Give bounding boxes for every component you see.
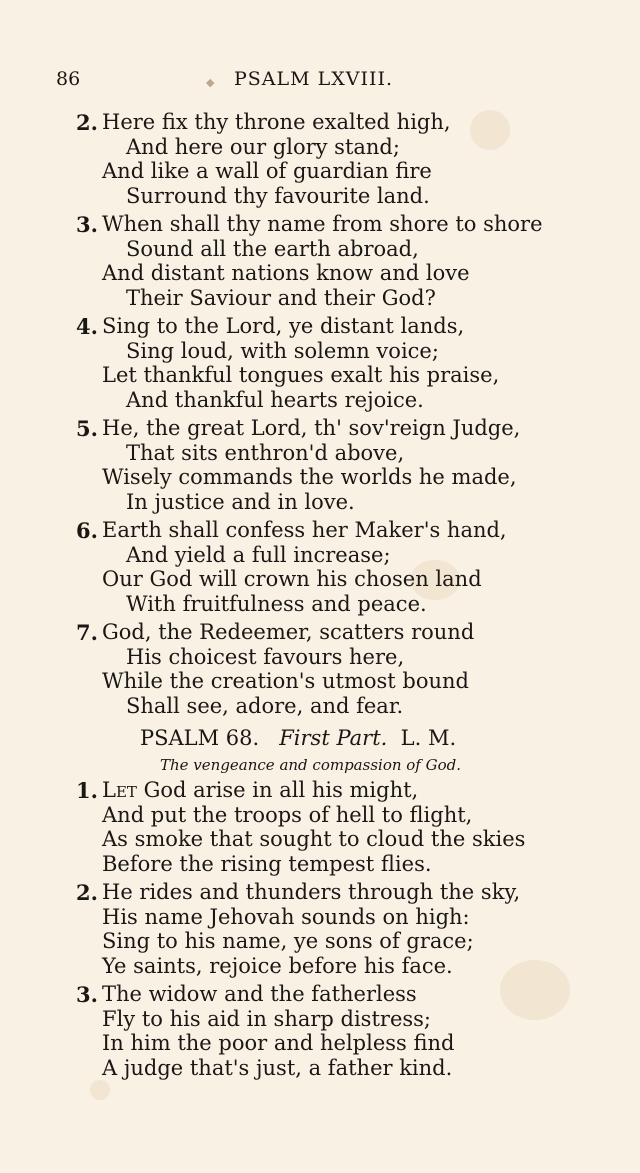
stanza-number: 7. — [76, 620, 98, 645]
verse-line: That sits enthron'd above, — [126, 441, 405, 465]
paper-stain — [500, 960, 570, 1020]
verse-line: He, the great Lord, th' sov'reign Judge, — [102, 416, 521, 440]
verse-line: And thankful hearts rejoice. — [126, 388, 424, 412]
paper-stain — [470, 110, 510, 150]
verse-line: Our God will crown his chosen land — [102, 567, 482, 591]
verse-line: God, the Redeemer, scatters round — [102, 620, 475, 644]
verse-line: Let thankful tongues exalt his praise, — [102, 363, 500, 387]
verse-line: Ye saints, rejoice before his face. — [102, 954, 453, 978]
paper-stain — [90, 1080, 110, 1100]
verse-line: As smoke that sought to cloud the skies — [102, 827, 526, 851]
verse-line: And distant nations know and love — [102, 261, 470, 285]
verse-line: He rides and thunders through the sky, — [102, 880, 521, 904]
verse-line: Here fix thy throne exalted high, — [102, 110, 451, 134]
verse-line: In justice and in love. — [126, 490, 355, 514]
verse-line: Wisely commands the worlds he made, — [102, 465, 517, 489]
stanza-number: 4. — [76, 314, 98, 339]
verse-line: Their Saviour and their God? — [126, 286, 436, 310]
verse-line: While the creation's utmost bound — [102, 669, 469, 693]
stanza-number: 3. — [76, 982, 98, 1007]
verse-line: Surround thy favourite land. — [126, 184, 430, 208]
verse-line: The widow and the fatherless — [102, 982, 417, 1006]
verse-line: Sing to the Lord, ye distant lands, — [102, 314, 465, 338]
verse-line: And here our glory stand; — [126, 135, 400, 159]
verse-line: And put the troops of hell to flight, — [102, 803, 473, 827]
psalm-heading-part: First Part. — [279, 726, 388, 750]
verse-line: And yield a full increase; — [126, 543, 391, 567]
verse-line: A judge that's just, a father kind. — [102, 1056, 453, 1080]
verse-line: With fruitfulness and peace. — [126, 592, 427, 616]
verse-line: Sing to his name, ye sons of grace; — [102, 929, 474, 953]
stanza-number: 2. — [76, 880, 98, 905]
psalm-heading-main: PSALM 68. — [140, 726, 260, 750]
psalm-heading-meter: L. M. — [400, 726, 457, 750]
ornament-dot-icon: ◆ — [206, 76, 215, 89]
verse-line — [102, 778, 418, 803]
running-title: PSALM LXVIII. — [234, 68, 394, 90]
verse-line: His name Jehovah sounds on high: — [102, 905, 470, 929]
page-number: 86 — [56, 68, 81, 90]
page-header — [56, 68, 536, 96]
verse-line: Before the rising tempest flies. — [102, 852, 432, 876]
stanza-number: 6. — [76, 518, 98, 543]
verse-line: Shall see, adore, and fear. — [126, 694, 404, 718]
verse-line: Fly to his aid in sharp distress; — [102, 1007, 431, 1031]
verse-line: His choicest favours here, — [126, 645, 405, 669]
stanza-number: 3. — [76, 212, 98, 237]
stanza-number: 1. — [76, 778, 98, 803]
verse-line: In him the poor and helpless find — [102, 1031, 455, 1055]
first-word: Let — [102, 778, 137, 802]
verse-line: Sound all the earth abroad, — [126, 237, 419, 261]
verse-line: Earth shall confess her Maker's hand, — [102, 518, 507, 542]
psalm-heading — [140, 726, 456, 750]
verse-line: When shall thy name from shore to shore — [102, 212, 543, 236]
verse-line: And like a wall of guardian fire — [102, 159, 432, 183]
stanza-number: 2. — [76, 110, 98, 135]
psalm-subtitle: The vengeance and compassion of God. — [160, 756, 462, 774]
verse-line: Sing loud, with solemn voice; — [126, 339, 439, 363]
stanza-number: 5. — [76, 416, 98, 441]
verse-line-rest: God arise in all his might, — [143, 778, 419, 802]
